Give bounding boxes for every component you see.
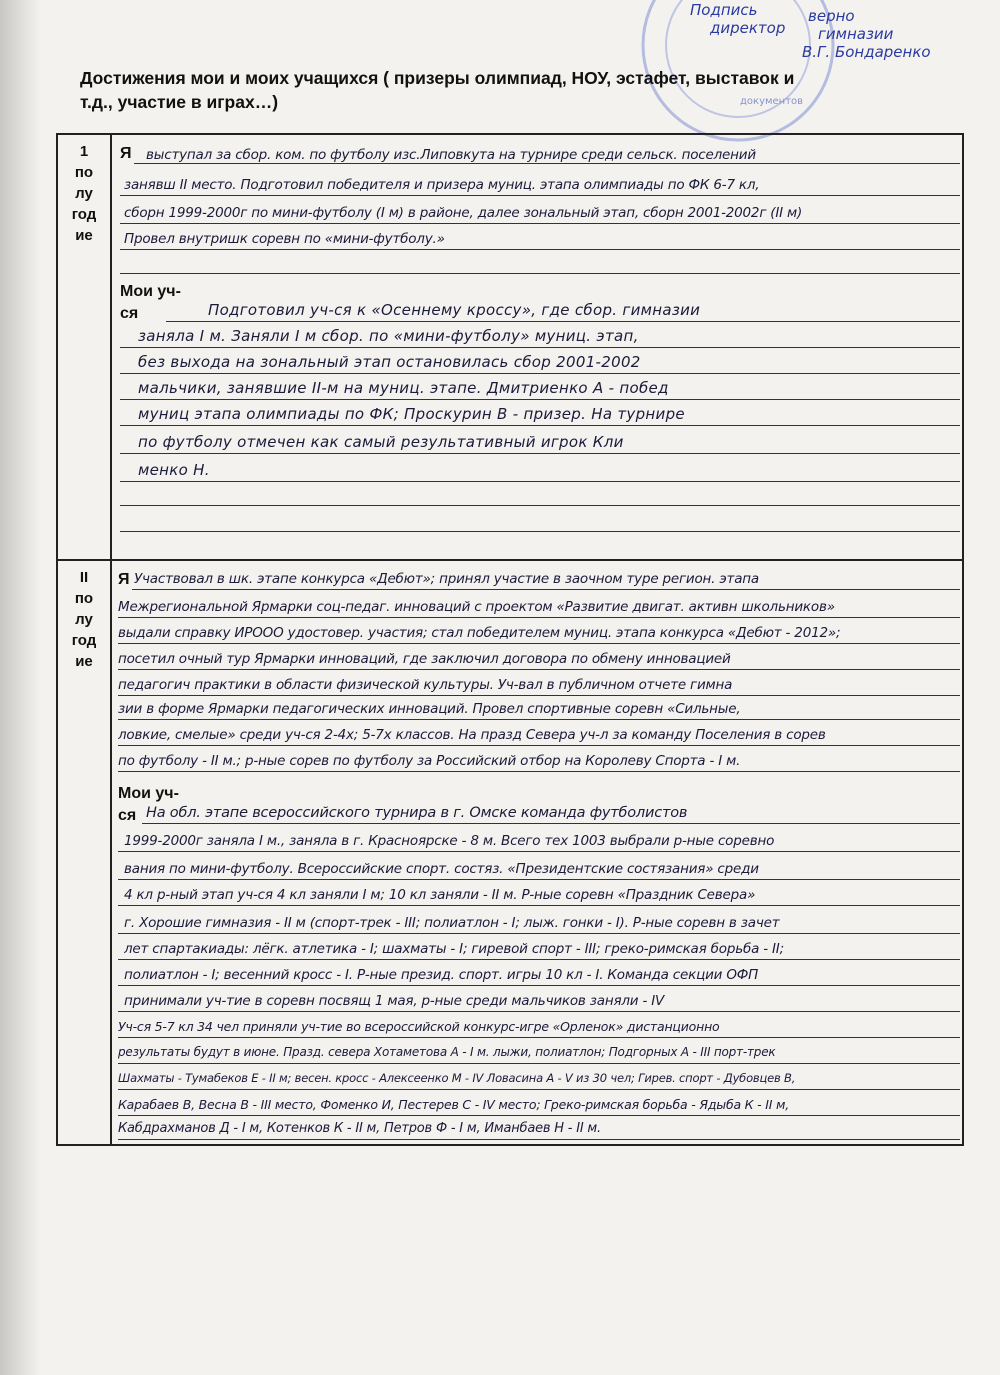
students-text-2-line-7: полиатлон - I; весенний кросс - I. Р-ные презид. спорт. игры 10 кл - I. Команда секции ОФП xyxy=(124,967,759,983)
achievements-table xyxy=(56,133,964,1146)
students-text-2-line-13: Кабдрахманов Д - I м, Котенков К - II м, Петров Ф - I м, Иманбаев Н - II м. xyxy=(118,1121,601,1136)
students-text-2-line-6: лет спартакиады: лёгк. атлетика - I; шахматы - I; гиревой спорт - III; греко-римская борьба - II; xyxy=(124,941,784,957)
rule xyxy=(118,745,960,746)
rule xyxy=(118,719,960,720)
rule xyxy=(120,249,960,250)
students-text-1-line-3: без выхода на зональный этап остановилась сбор 2001-2002 xyxy=(138,353,641,371)
scan-edge-shadow xyxy=(0,0,40,1375)
rule xyxy=(118,1037,960,1038)
students-text-2-line-1: На обл. этапе всероссийского турнира в г. Омске команда футболистов xyxy=(146,805,688,821)
rule xyxy=(120,195,960,196)
signature-right-line2: гимназии xyxy=(818,25,894,43)
students-text-2-line-4: 4 кл р-ный этап уч-ся 4 кл заняли I м; 10 кл заняли - II м. Р-ные соревн «Праздник Севера» xyxy=(124,887,756,903)
period-label-2: II по лу год ие xyxy=(71,569,97,670)
table-row-divider xyxy=(58,559,962,561)
table-column-divider xyxy=(110,135,112,1144)
signature-left-line2: директор xyxy=(710,19,786,37)
self-text-2-line-3: выдали справку ИРООО удостовер. участия; стал победителем муниц. этапа конкурса «Дебют - 2012»; xyxy=(118,625,841,641)
students-text-2-line-11: Шахматы - Тумабеков Е - II м; весен. кросс - Алексеенко М - IV Ловасина А - V из 30 чел; Гирев. спорт - Дубовцев В, xyxy=(118,1071,796,1085)
rule xyxy=(118,643,960,644)
students-text-2-line-3: вания по мини-футболу. Всероссийские спорт. состяз. «Президентские состязания» среди xyxy=(124,861,759,877)
rule xyxy=(118,985,960,986)
self-text-1-line-4: Провел внутришк соревн по «мини-футболу.» xyxy=(124,231,445,247)
rule xyxy=(118,1115,960,1116)
students-label-2a: Мои уч- xyxy=(118,785,179,802)
students-text-1-line-4: мальчики, занявшие II-м на муниц. этапе. Дмитриенко А - побед xyxy=(138,379,669,397)
rule xyxy=(118,695,960,696)
students-text-1-line-6: по футболу отмечен как самый результативный игрок Кли xyxy=(138,433,624,451)
signature-left-line1: Подпись xyxy=(690,1,758,19)
students-text-2-line-10: результаты будут в июне. Празд. севера Хотаметова А - I м. лыжи, полиатлон; Подгорных А - III порт-трек xyxy=(118,1045,776,1059)
students-text-1-line-1: Подготовил уч-ся к «Осеннему кроссу», где сбор. гимназии xyxy=(208,301,701,319)
rule xyxy=(120,481,960,482)
rule xyxy=(166,321,960,322)
signature-right-line1: верно xyxy=(808,7,855,25)
students-text-2-line-8: принимали уч-тие в соревн посвящ 1 мая, р-ные среди мальчиков заняли - IV xyxy=(124,993,665,1009)
self-text-1-line-3: сборн 1999-2000г по мини-футболу (I м) в районе, далее зональный этап, сборн 2001-2002г (II м) xyxy=(124,205,803,221)
period-label-1: 1 по лу год ие xyxy=(71,143,97,244)
page-heading xyxy=(80,66,950,114)
students-text-1-line-5: муниц этапа олимпиады по ФК; Проскурин В - призер. На турнире xyxy=(138,405,685,423)
students-label-2b: ся xyxy=(118,807,137,824)
students-text-2-line-9: Уч-ся 5-7 кл 34 чел приняли уч-тие во всероссийской конкурс-игре «Орленок» дистанционно xyxy=(118,1019,720,1034)
rule xyxy=(118,905,960,906)
self-text-2-line-2: Межрегиональной Ярмарки соц-педаг. инноваций с проектом «Развитие двигат. активн школьников» xyxy=(118,599,835,615)
rule xyxy=(118,669,960,670)
students-text-1-line-2: заняла I м. Заняли I м сбор. по «мини-футболу» муниц. этап, xyxy=(138,327,639,345)
rule xyxy=(120,531,960,532)
rule xyxy=(120,273,960,274)
self-text-1-line-2: занявш II место. Подготовил победителя и призера муниц. этапа олимпиады по ФК 6-7 кл, xyxy=(124,177,760,193)
self-text-2-line-4: посетил очный тур Ярмарки инноваций, где заключил договора по обмену инновацией xyxy=(118,651,731,667)
rule xyxy=(118,1063,960,1064)
rule xyxy=(118,1089,960,1090)
students-text-2-line-12: Карабаев В, Весна В - III место, Фоменко И, Пестерев С - IV место; Греко-римская борьба - Ядыба К - II м, xyxy=(118,1097,789,1112)
rule xyxy=(134,163,960,164)
self-text-2-line-1: Участвовал в шк. этапе конкурса «Дебют»; принял участие в заочном туре регион. этапа xyxy=(134,571,759,587)
rule xyxy=(118,1139,960,1140)
signature-right-line3: В.Г. Бондаренко xyxy=(802,43,931,61)
self-text-1-line-1: выступал за сбор. ком. по футболу изс.Липовкута на турнире среди сельск. поселений xyxy=(146,147,756,163)
self-text-2-line-7: ловкие, смелые» среди уч-ся 2-4х; 5-7х классов. На празд Севера уч-л за команду Поселения в сорев xyxy=(118,727,826,743)
rule xyxy=(118,851,960,852)
heading-line-2: т.д., участие в играх…) xyxy=(80,92,279,112)
students-text-1-line-7: менко Н. xyxy=(138,461,210,479)
self-label-2: Я xyxy=(118,571,130,588)
heading-line-1: Достижения мои и моих учащихся ( призеры олимпиад, НОУ, эстафет, выставок и xyxy=(80,68,795,88)
self-text-2-line-8: по футболу - II м.; р-ные сорев по футболу за Российский отбор на Королеву Спорта - I м. xyxy=(118,753,741,769)
rule xyxy=(142,823,960,824)
students-text-2-line-2: 1999-2000г заняла I м., заняла в г. Красноярске - 8 м. Всего тех 1003 выбрали р-ные соревно xyxy=(124,833,775,849)
self-text-2-line-6: зии в форме Ярмарки педагогических инноваций. Провел спортивные соревн «Сильные, xyxy=(118,701,741,717)
students-text-2-line-5: г. Хорошие гимназия - II м (спорт-трек - III; полиатлон - I; лыж. гонки - I). Р-ные соревн в зачет xyxy=(124,915,780,931)
rule xyxy=(120,399,960,400)
rule xyxy=(118,617,960,618)
rule xyxy=(120,347,960,348)
rule xyxy=(132,589,960,590)
self-label-1: Я xyxy=(120,145,132,162)
students-label-1a: Мои уч- xyxy=(120,283,181,300)
rule xyxy=(118,1011,960,1012)
rule xyxy=(118,933,960,934)
director-signature xyxy=(690,2,990,72)
students-label-1b: ся xyxy=(120,305,139,322)
rule xyxy=(118,959,960,960)
self-text-2-line-5: педагогич практики в области физической культуры. Уч-вал в публичном отчете гимна xyxy=(118,677,733,693)
rule xyxy=(118,879,960,880)
rule xyxy=(120,425,960,426)
rule xyxy=(120,223,960,224)
seal-text: документов xyxy=(740,96,804,107)
rule xyxy=(120,505,960,506)
rule xyxy=(118,771,960,772)
rule xyxy=(120,373,960,374)
rule xyxy=(120,453,960,454)
